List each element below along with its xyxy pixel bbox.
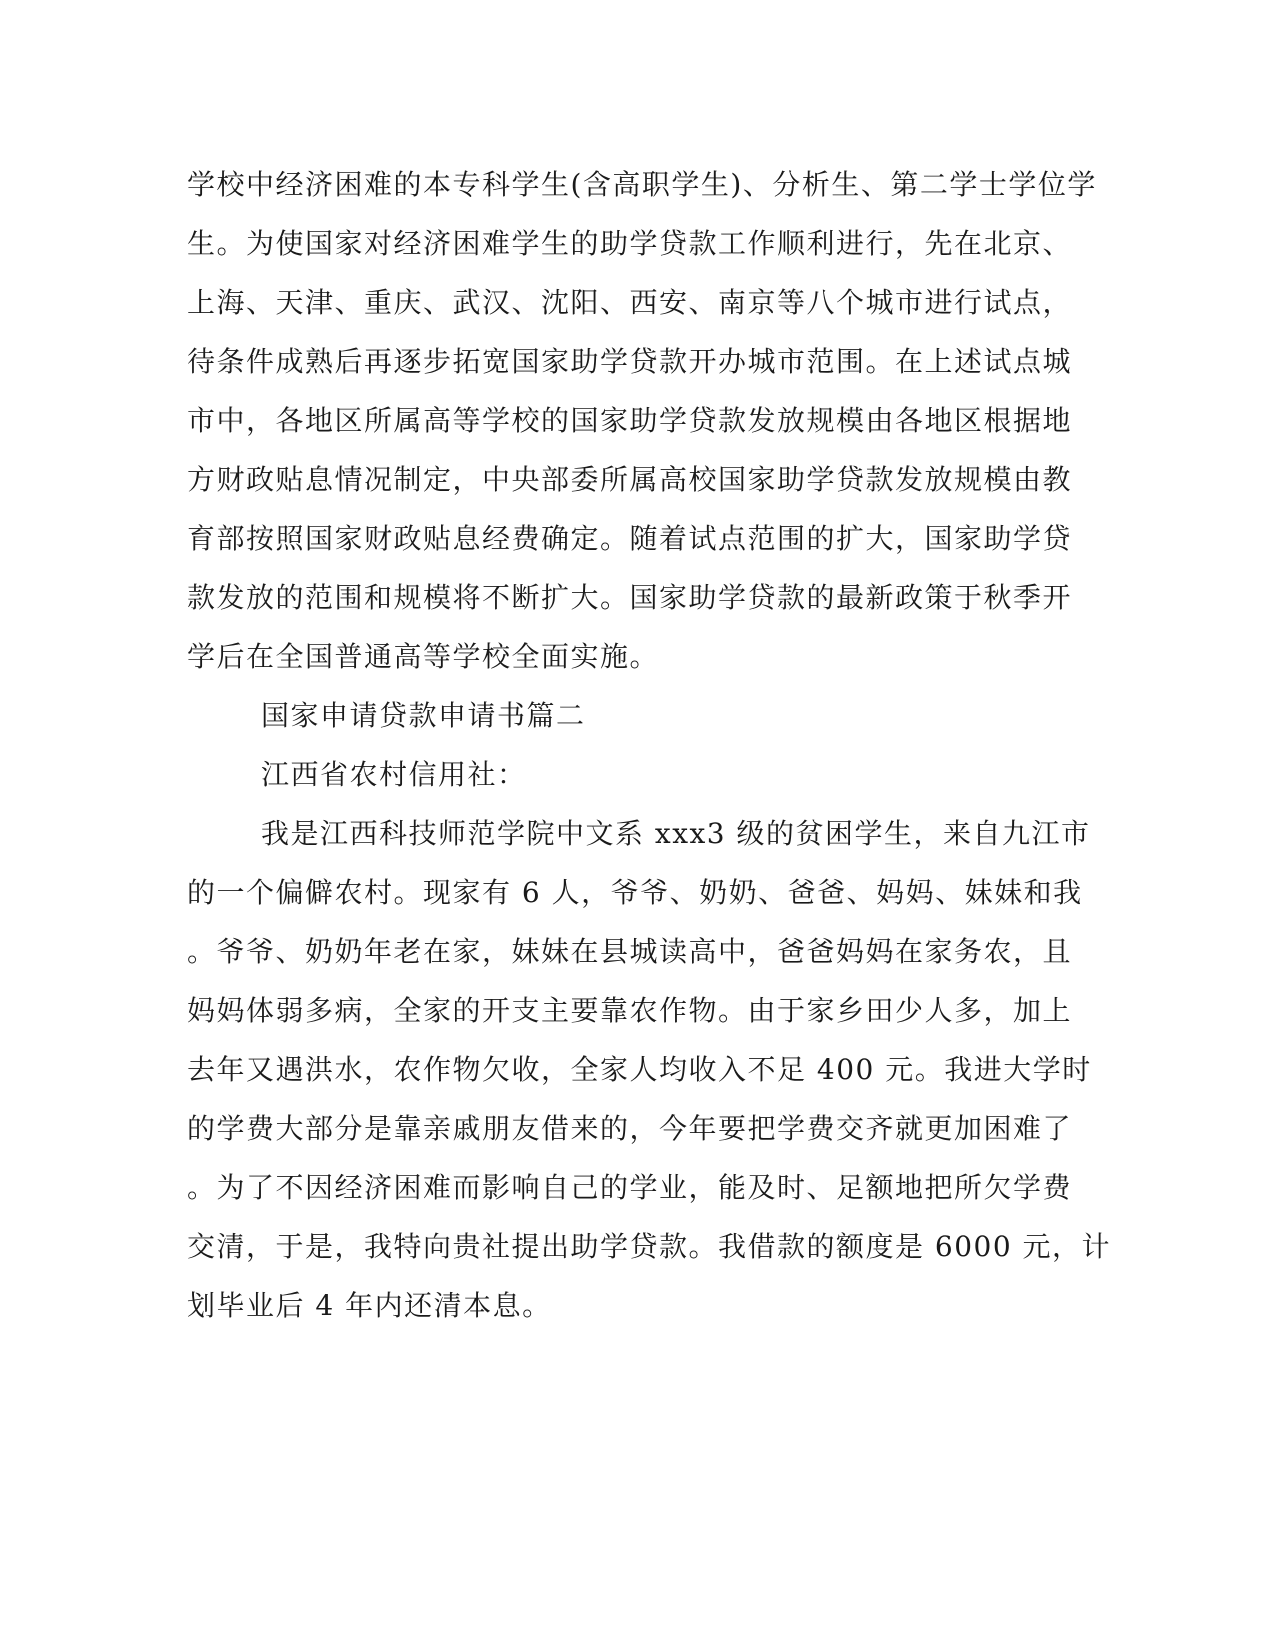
paragraph-line: 。爷爷、奶奶年老在家，妹妹在县城读高中，爸爸妈妈在家务农，且 — [187, 935, 1073, 968]
paragraph-line: 学后在全国普通高等学校全面实施。 — [187, 640, 660, 673]
paragraph-line: 待条件成熟后再逐步拓宽国家助学贷款开办城市范围。在上述试点城 — [187, 345, 1073, 378]
salutation: 江西省农村信用社： — [261, 758, 527, 791]
paragraph-line: 妈妈体弱多病，全家的开支主要靠农作物。由于家乡田少人多，加上 — [187, 994, 1073, 1027]
paragraph-line: 上海、天津、重庆、武汉、沈阳、西安、南京等八个城市进行试点， — [187, 286, 1073, 319]
paragraph-line: 育部按照国家财政贴息经费确定。随着试点范围的扩大，国家助学贷 — [187, 522, 1073, 555]
paragraph-line: 去年又遇洪水，农作物欠收，全家人均收入不足 400 元。我进大学时 — [187, 1053, 1092, 1086]
paragraph-line: 市中，各地区所属高等学校的国家助学贷款发放规模由各地区根据地 — [187, 404, 1073, 437]
paragraph-line: 交清，于是，我特向贵社提出助学贷款。我借款的额度是 6000 元，计 — [187, 1230, 1112, 1263]
section-heading: 国家申请贷款申请书篇二 — [261, 699, 586, 732]
paragraph-line: 划毕业后 4 年内还清本息。 — [187, 1289, 552, 1322]
paragraph-line: 。为了不因经济困难而影响自己的学业，能及时、足额地把所欠学费 — [187, 1171, 1073, 1204]
paragraph-line: 的学费大部分是靠亲戚朋友借来的，今年要把学费交齐就更加困难了 — [187, 1112, 1073, 1145]
paragraph-line: 的一个偏僻农村。现家有 6 人，爷爷、奶奶、爸爸、妈妈、妹妹和我 — [187, 876, 1083, 909]
paragraph-line: 学校中经济困难的本专科学生(含高职学生)、分析生、第二学士学位学 — [187, 168, 1097, 201]
paragraph-line: 生。为使国家对经济困难学生的助学贷款工作顺利进行，先在北京、 — [187, 227, 1073, 260]
paragraph-line: 款发放的范围和规模将不断扩大。国家助学贷款的最新政策于秋季开 — [187, 581, 1073, 614]
paragraph-line: 我是江西科技师范学院中文系 xxx3 级的贫困学生，来自九江市 — [261, 817, 1091, 850]
paragraph-line: 方财政贴息情况制定，中央部委所属高校国家助学贷款发放规模由教 — [187, 463, 1073, 496]
